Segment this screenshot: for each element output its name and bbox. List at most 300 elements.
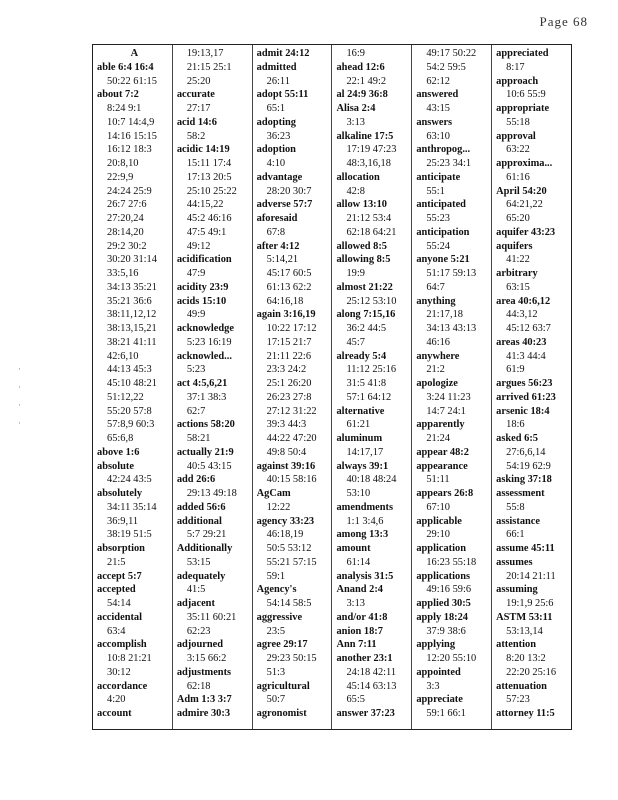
index-page-refs: 53:10 (346, 488, 371, 499)
index-page-refs: 50:7 (266, 694, 286, 706)
index-term: acknowledge (176, 323, 234, 334)
index-page-refs: 59:1 (266, 570, 286, 582)
index-term: adjustments (176, 666, 232, 678)
index-term: arbitrary (496, 268, 538, 279)
index-page-refs: 63:22 (506, 144, 530, 156)
index-page-refs: 51:11 (426, 474, 450, 486)
index-term: added 56:6 (176, 501, 226, 513)
index-page-refs: 49:8 50:4 (266, 446, 307, 458)
index-page-refs: 15:11 17:4 (186, 158, 232, 169)
index-page-refs: 42:8 (346, 185, 365, 197)
index-term: always 39:1 (336, 460, 389, 472)
index-term: answers (416, 116, 453, 128)
index-page-refs: 26:7 27:6 (107, 199, 147, 211)
index-page-refs: 49:16 59:6 (426, 584, 472, 596)
index-page-refs: 21:15 25:1 (186, 61, 232, 73)
index-page-refs: 5:23 (186, 364, 206, 376)
index-page-refs: 67:10 (426, 501, 450, 513)
index-page-refs: 57:8,9 60:3 (107, 419, 155, 431)
index-page-refs: 53:15 (186, 556, 211, 568)
index-page-refs: 45:17 60:5 (266, 268, 312, 279)
index-term: argues 56:23 (496, 378, 553, 389)
index-term: above 1:6 (97, 446, 140, 458)
index-page-refs: 58:2 (186, 130, 206, 142)
index-page-refs: 63:10 (426, 130, 450, 142)
index-page-refs: 45:12 63:7 (506, 323, 551, 334)
index-term: analysis 31:5 (336, 570, 394, 582)
index-term: aluminum (336, 433, 383, 444)
index-page-refs: 65:20 (506, 213, 530, 224)
index-page-refs: 42:6,10 (107, 350, 139, 362)
index-page-refs: 45:7 (346, 336, 365, 348)
index-term: accidental (97, 611, 143, 623)
index-term: apologize (416, 378, 458, 389)
index-column-6 (492, 45, 571, 729)
index-page-refs: 19:9 (346, 268, 365, 279)
index-term: able 6:4 16:4 (97, 61, 154, 73)
index-page-refs: 51:12,22 (107, 391, 144, 403)
index-page-refs: 33:5,16 (107, 268, 139, 279)
index-term: anthropog... (416, 144, 471, 156)
index-term: Adm 1:3 3:7 (176, 694, 232, 706)
index-term: act 4:5,6,21 (176, 378, 228, 389)
index-page-refs: 10:6 55:9 (506, 89, 546, 101)
index-term: adjacent (176, 598, 215, 609)
index-term: admire 30:3 (176, 708, 231, 719)
index-page-refs: 5:7 29:21 (186, 529, 227, 541)
index-page-refs: 22:20 25:16 (506, 666, 557, 678)
index-page-refs: 20:8,10 (107, 158, 139, 169)
index-page-refs: 25:10 25:22 (186, 185, 237, 197)
index-term: already 5:4 (336, 350, 387, 362)
index-column-2 (173, 45, 253, 729)
index-term: apply 18:24 (416, 611, 468, 623)
index-page-refs: 61:13 62:2 (266, 281, 312, 293)
index-page-refs: 35:21 36:6 (107, 295, 152, 307)
index-column-5 (412, 45, 492, 729)
index-page-refs: 62:18 64:21 (346, 226, 397, 238)
index-page-refs: 25:1 26:20 (266, 378, 312, 389)
index-term: asking 37:18 (496, 474, 552, 486)
index-page-refs: 26:11 (266, 75, 290, 87)
index-page-refs: 16:9 (346, 48, 365, 59)
index-term: allow 13:10 (336, 199, 387, 211)
index-term: assistance (496, 515, 541, 527)
index-term: amount (336, 543, 371, 554)
index-term: attorney 11:5 (496, 708, 555, 719)
index-page-refs: 8:24 9:1 (107, 103, 142, 114)
index-term: April 54:20 (496, 185, 547, 197)
index-page-refs: 11:12 25:16 (346, 364, 397, 376)
index-page-refs: 21:2 (426, 364, 445, 376)
index-term: appear 48:2 (416, 446, 469, 458)
index-page-refs: 50:22 61:15 (107, 75, 157, 87)
index-page-refs: 30:20 31:14 (107, 254, 157, 266)
index-page-refs: 4:10 (266, 158, 286, 169)
index-page-refs: 37:9 38:6 (426, 625, 466, 637)
index-page-refs: 45:2 46:16 (186, 213, 232, 224)
index-page-refs: 61:9 (506, 364, 525, 376)
index-page-refs: 38:11,12,12 (107, 309, 157, 321)
index-term: alternative (336, 405, 385, 417)
index-page-refs: 46:18,19 (266, 529, 304, 541)
index-page-refs: 40:5 43:15 (186, 460, 232, 472)
index-page-refs: 63:4 (107, 625, 126, 637)
index-term: adoption (256, 144, 296, 156)
index-term: adopt 55:11 (256, 89, 309, 101)
index-page-refs: 35:11 60:21 (186, 611, 237, 623)
index-page-refs: 3:13 (346, 116, 365, 128)
index-page-refs: 34:13 43:13 (426, 323, 477, 334)
word-index-table (92, 44, 572, 730)
index-column-4 (332, 45, 412, 729)
index-page-refs: 14:7 24:1 (426, 405, 466, 417)
index-page-refs: 27:17 (186, 103, 211, 114)
index-term: applying (416, 639, 456, 651)
index-term: actually 21:9 (176, 446, 234, 458)
index-page-refs: 17:13 20:5 (186, 171, 232, 183)
index-page-refs: 47:5 49:1 (186, 226, 227, 238)
index-page-refs: 27:6,6,14 (506, 446, 546, 458)
index-column-3 (253, 45, 333, 729)
index-page-refs: 46:16 (426, 336, 450, 348)
index-page-refs: 51:17 59:13 (426, 268, 477, 279)
index-page-refs: 44:22 47:20 (266, 433, 317, 444)
index-term: against 39:16 (256, 460, 316, 472)
index-page-refs: 55:24 (426, 240, 450, 252)
index-term: areas 40:23 (496, 336, 547, 348)
index-page-refs: 8:17 (506, 61, 525, 73)
index-term: Anand 2:4 (336, 584, 383, 596)
index-page-refs: 61:14 (346, 556, 371, 568)
index-page-refs: 14:17,17 (346, 446, 384, 458)
index-page-refs: 30:12 (107, 666, 131, 678)
index-term: assuming (496, 584, 538, 596)
index-page-refs: 45:10 48:21 (107, 378, 157, 389)
index-page-refs: 27:12 31:22 (266, 405, 317, 417)
index-page-refs: 40:18 48:24 (346, 474, 397, 486)
index-page-refs: 64:7 (426, 281, 445, 293)
index-page-refs: 64:21,22 (506, 199, 543, 211)
index-page-refs: 16:12 18:3 (107, 144, 152, 156)
index-page-refs: 42:24 43:5 (107, 474, 152, 486)
index-page-refs: 25:20 (186, 75, 211, 87)
index-term: attention (496, 639, 536, 651)
index-page-refs: 57:23 (506, 694, 530, 706)
index-page-refs: 34:13 35:21 (107, 281, 157, 293)
index-term: al 24:9 36:8 (336, 89, 388, 101)
index-page-refs: 5:23 16:19 (186, 336, 232, 348)
index-page-refs: 67:8 (266, 226, 286, 238)
index-term: anything (416, 295, 456, 307)
page-number: Page 68 (539, 14, 588, 29)
index-term: accepted (97, 584, 136, 596)
index-page-refs: 55:21 57:15 (266, 556, 317, 568)
index-page-refs: 29:23 50:15 (266, 653, 317, 664)
index-term: absolute (97, 460, 134, 472)
index-page-refs: 62:7 (186, 405, 206, 417)
index-page-refs: 5:14,21 (266, 254, 299, 266)
index-page-refs: 44:15,22 (186, 199, 224, 211)
index-page-refs: 21:12 53:4 (346, 213, 392, 224)
index-term: appearance (416, 460, 468, 472)
index-page-refs: 24:18 42:11 (346, 666, 397, 678)
index-page-refs: 24:24 25:9 (107, 185, 152, 197)
index-term: AgCam (256, 488, 291, 499)
index-page-refs: 21:17,18 (426, 309, 463, 321)
index-term: applications (416, 570, 471, 582)
index-term: after 4:12 (256, 240, 300, 252)
index-page-refs: 57:1 64:12 (346, 391, 392, 403)
index-page-refs: 49:12 (186, 240, 211, 252)
index-term: again 3:16,19 (256, 309, 316, 321)
index-page-refs: 8:20 13:2 (506, 653, 546, 664)
index-term: appropriate (496, 103, 550, 114)
index-page-refs: 53:13,14 (506, 625, 543, 637)
index-page-refs: 55:18 (506, 116, 530, 128)
index-term: anticipated (416, 199, 466, 211)
index-page-refs: 65:5 (346, 694, 365, 706)
index-page-refs: 54:14 (107, 598, 131, 609)
index-page-refs: 28:20 30:7 (266, 185, 312, 197)
index-term: area 40:6,12 (496, 295, 551, 307)
index-page-refs: 23:3 24:2 (266, 364, 307, 376)
index-term: accomplish (97, 639, 147, 651)
index-term: another 23:1 (336, 653, 393, 664)
index-term: arsenic 18:4 (496, 405, 550, 417)
index-term: add 26:6 (176, 474, 216, 486)
index-term: anticipation (416, 226, 470, 238)
index-page-refs: 39:3 44:3 (266, 419, 307, 431)
index-page-refs: 21:5 (107, 556, 126, 568)
index-term: aquifer 43:23 (496, 226, 556, 238)
index-term: absolutely (97, 488, 143, 499)
index-term: application (416, 543, 466, 554)
index-page-refs: 10:8 21:21 (107, 653, 152, 664)
index-page-refs: 14:16 15:15 (107, 130, 157, 142)
index-page-refs: 21:11 22:6 (266, 350, 312, 362)
index-page-refs: 38:21 41:11 (107, 336, 157, 348)
index-page-refs: 43:15 (426, 103, 450, 114)
index-page-refs: 55:1 (426, 185, 445, 197)
index-page-refs: 47:9 (186, 268, 206, 279)
index-page-refs: 23:5 (266, 625, 286, 637)
index-term: assume 45:11 (496, 543, 555, 554)
index-term: adjourned (176, 639, 224, 651)
index-term: appreciate (416, 694, 463, 706)
index-term: Additionally (176, 543, 233, 554)
index-page-refs: 36:9,11 (107, 515, 139, 527)
index-page-refs: 3:13 (346, 598, 365, 609)
index-page-refs: 63:15 (506, 281, 530, 293)
index-term: accept 5:7 (97, 570, 142, 582)
index-page-refs: 58:21 (186, 433, 211, 444)
index-page-refs: 38:19 51:5 (107, 529, 152, 541)
index-section-letter: A (130, 48, 139, 59)
index-term: answer 37:23 (336, 708, 395, 719)
index-term: allowed 8:5 (336, 240, 387, 252)
index-page-refs: 3:24 11:23 (426, 391, 471, 403)
index-page-refs: 62:23 (186, 625, 211, 637)
index-page-refs: 41:22 (506, 254, 530, 266)
index-term: appointed (416, 666, 461, 678)
index-page-refs: 54:19 62:9 (506, 460, 551, 472)
index-page-refs: 20:14 21:11 (506, 570, 556, 582)
index-page-refs: 22:9,9 (107, 171, 134, 183)
index-page-refs: 31:5 41:8 (346, 378, 387, 389)
index-page-refs: 29:10 (426, 529, 450, 541)
index-page-refs: 38:13,15,21 (107, 323, 157, 334)
index-term: applied 30:5 (416, 598, 471, 609)
index-page-refs: 62:12 (426, 75, 450, 87)
index-term: agree 29:17 (256, 639, 308, 651)
index-page-refs: 55:8 (506, 501, 525, 513)
index-page-refs: 40:15 58:16 (266, 474, 317, 486)
index-page-refs: 54:14 58:5 (266, 598, 312, 609)
index-term: anywhere (416, 350, 460, 362)
index-page-refs: 10:7 14:4,9 (107, 116, 155, 128)
index-page-refs: 50:5 53:12 (266, 543, 312, 554)
index-term: accurate (176, 89, 215, 101)
index-term: and/or 41:8 (336, 611, 388, 623)
index-term: almost 21:22 (336, 281, 393, 293)
index-page-refs: 19:1,9 25:6 (506, 598, 554, 609)
index-term: acids 15:10 (176, 295, 227, 307)
index-term: answered (416, 89, 459, 101)
index-term: acidification (176, 254, 232, 266)
index-term: approval (496, 130, 536, 142)
index-page-refs: 59:1 66:1 (426, 708, 466, 719)
index-term: adequately (176, 570, 226, 582)
index-page-refs: 51:3 (266, 666, 286, 678)
index-page-refs: 3:15 66:2 (186, 653, 227, 664)
index-term: ahead 12:6 (336, 61, 385, 73)
index-page-refs: 61:16 (506, 171, 530, 183)
index-term: attenuation (496, 680, 547, 692)
index-page-refs: 17:15 21:7 (266, 336, 312, 348)
index-term: along 7:15,16 (336, 309, 396, 321)
index-term: aggressive (256, 611, 303, 623)
index-page-refs: 61:21 (346, 419, 371, 431)
index-term: anticipate (416, 171, 461, 183)
index-page-refs: 22:1 49:2 (346, 75, 387, 87)
index-term: aforesaid (256, 213, 298, 224)
index-page-refs: 12:22 (266, 501, 291, 513)
index-page-refs: 1:1 3:4,6 (346, 515, 384, 527)
index-term: applicable (416, 515, 462, 527)
index-term: apparently (416, 419, 465, 431)
index-term: appears 26:8 (416, 488, 474, 499)
index-page-refs: 36:2 44:5 (346, 323, 387, 334)
index-term: appreciated (496, 48, 549, 59)
index-term: assessment (496, 488, 545, 499)
index-term: admitted (256, 61, 297, 73)
index-page-refs: 62:18 (186, 680, 211, 692)
index-term: anion 18:7 (336, 625, 383, 637)
index-page-refs: 29:13 49:18 (186, 488, 237, 499)
index-page-refs: 44:13 45:3 (107, 364, 152, 376)
index-page-refs: 49:9 (186, 309, 206, 321)
index-page-refs: 41:5 (186, 584, 206, 596)
index-term: acid 14:6 (176, 116, 217, 128)
index-page-refs: 37:1 38:3 (186, 391, 227, 403)
index-page-refs: 16:23 55:18 (426, 556, 477, 568)
index-term: admit 24:12 (256, 48, 310, 59)
index-term: advantage (256, 171, 303, 183)
index-term: alkaline 17:5 (336, 130, 394, 142)
index-page-refs: 25:23 34:1 (426, 158, 472, 169)
index-page-refs: 26:23 27:8 (266, 391, 312, 403)
index-page-refs: 3:3 (426, 680, 440, 692)
index-page-refs: 27:20,24 (107, 213, 144, 224)
index-page-refs: 55:20 57:8 (107, 405, 152, 417)
index-page-refs: 17:19 47:23 (346, 144, 397, 156)
index-term: anyone 5:21 (416, 254, 470, 266)
index-term: acknowled... (176, 350, 232, 362)
index-term: allowing 8:5 (336, 254, 391, 266)
index-term: agricultural (256, 680, 310, 692)
index-term: Agency's (256, 584, 297, 596)
index-term: agronomist (256, 708, 307, 719)
index-term: Ann 7:11 (336, 639, 377, 651)
index-page-refs: 21:24 (426, 433, 450, 444)
index-term: accordance (97, 680, 148, 692)
index-term: arrived 61:23 (496, 391, 556, 403)
index-term: account (97, 708, 132, 719)
index-term: agency 33:23 (256, 515, 315, 527)
index-column-1 (93, 45, 173, 729)
index-page-refs: 10:22 17:12 (266, 323, 317, 334)
index-page-refs: 28:14,20 (107, 226, 144, 238)
index-page-refs: 4:20 (107, 694, 126, 706)
index-page-refs: 65:1 (266, 103, 286, 114)
index-term: adopting (256, 116, 296, 128)
index-page-refs: 19:13,17 (186, 48, 224, 59)
index-term: actions 58:20 (176, 419, 235, 431)
index-term: allocation (336, 171, 380, 183)
index-page-refs: 64:16,18 (266, 295, 304, 307)
index-page-refs: 12:20 55:10 (426, 653, 477, 664)
index-page-refs: 25:12 53:10 (346, 295, 397, 307)
index-page-refs: 44:3,12 (506, 309, 538, 321)
index-page-refs: 29:2 30:2 (107, 240, 147, 252)
index-page-refs: 66:1 (506, 529, 525, 541)
index-term: asked 6:5 (496, 433, 538, 444)
index-page-refs: 48:3,16,18 (346, 158, 391, 169)
index-term: acidity 23:9 (176, 281, 229, 293)
index-term: assumes (496, 556, 533, 568)
index-term: aquifers (496, 240, 533, 252)
index-term: approxima... (496, 158, 553, 169)
index-term: additional (176, 515, 222, 527)
index-term: ASTM 53:11 (496, 611, 553, 623)
index-page-refs: 49:17 50:22 (426, 48, 477, 59)
index-page-refs: 55:23 (426, 213, 450, 224)
index-page-refs: 36:23 (266, 130, 291, 142)
index-term: adverse 57:7 (256, 199, 313, 211)
index-page-refs: 65:6,8 (107, 433, 134, 444)
index-term: approach (496, 75, 539, 87)
index-page-refs: 41:3 44:4 (506, 350, 546, 362)
index-term: Alisa 2:4 (336, 103, 376, 114)
index-page-refs: 54:2 59:5 (426, 61, 466, 73)
index-term: about 7:2 (97, 89, 139, 101)
index-page-refs: 34:11 35:14 (107, 501, 157, 513)
index-page-refs: 45:14 63:13 (346, 680, 397, 692)
margin-marks: · · · · (18, 364, 21, 428)
index-term: amendments (336, 501, 394, 513)
index-term: acidic 14:19 (176, 144, 230, 156)
